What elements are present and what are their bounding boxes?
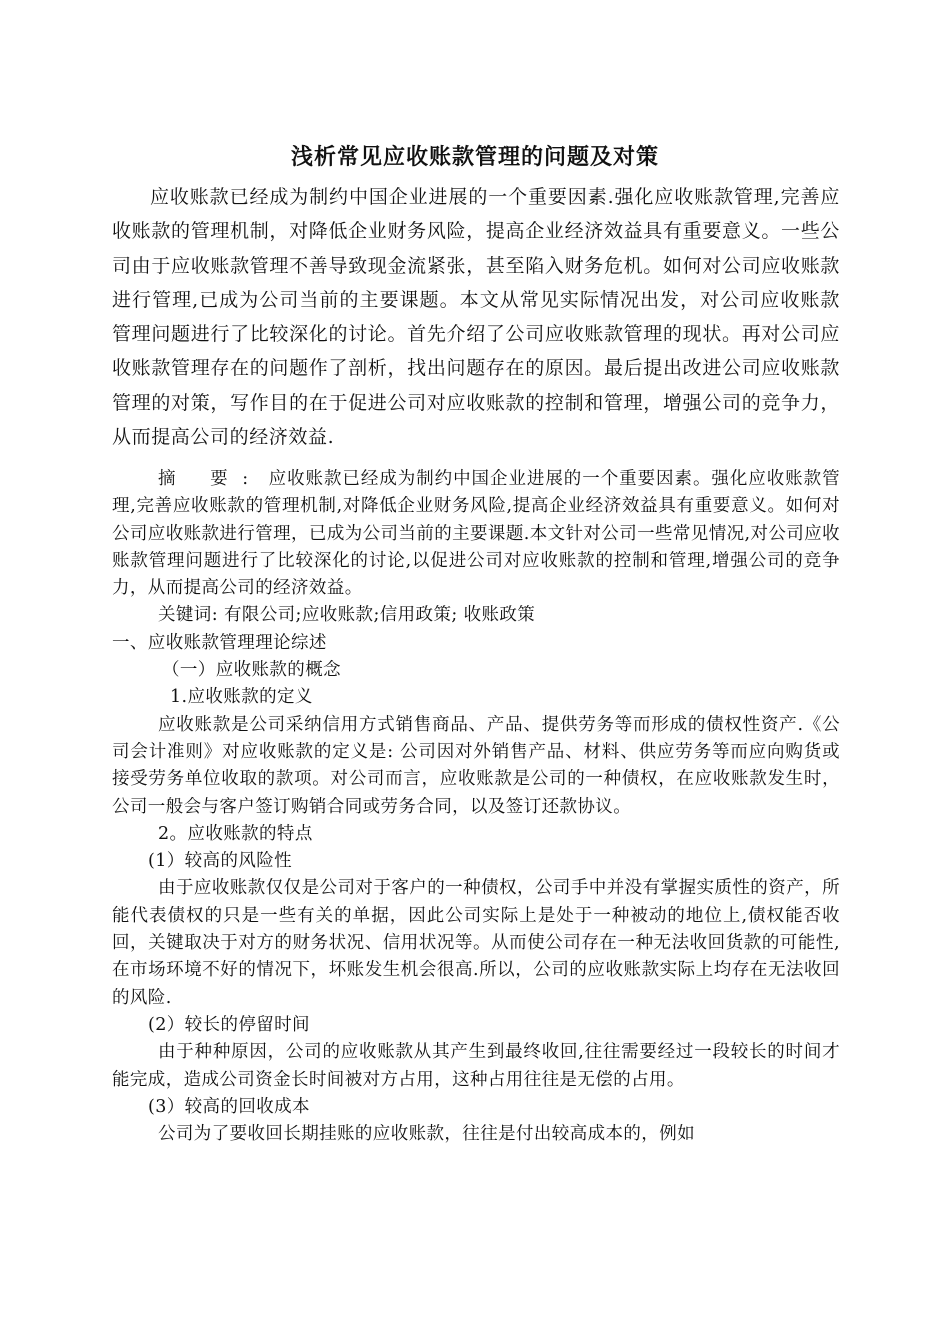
subsection-heading: （一）应收账款的概念 [162,660,341,681]
feature-paragraph-cost: 公司为了要收回长期挂账的应收账款，往往是付出较高成本的，例如 [158,1124,695,1145]
definition-paragraph: 应收账款是公司采纳信用方式销售商品、产品、提供劳务等而形成的债权性资产.《公司会计准则》对应收账款的定义是: 公司因对外销售产品、材料、供应劳务等而应向购货或接受劳务单位收取的款项。对公司而言，应收账款是公司的一种债权，在应收账款发生时，公司一般会与客户签订购销合同或劳务合同，以及签订还款协议。 [112,714,840,817]
feature-heading-risk: (1）较高的风险性 [148,851,293,872]
intro-section [112,180,840,454]
abstract-paragraph [112,466,840,602]
feature-paragraph-duration: 由于种种原因，公司的应收账款从其产生到最终收回,往往需要经过一段较长的时间才能完成，造成公司资金长时间被对方占用，这种占用往往是无偿的占用。 [112,1042,840,1090]
item-heading-characteristics: 2。应收账款的特点 [158,823,313,844]
section-heading: 一、应收账款管理理论综述 [112,632,327,653]
feature-heading-duration: (2）较长的停留时间 [148,1014,310,1035]
abstract-text: 应收账款已经成为制约中国企业进展的一个重要因素。强化应收账款管理,完善应收账款的管理机制,对降低企业财务风险,提高企业经济效益具有重要意义。如何对公司应收账款进行管理，已成为公司当前的主要课题.本文针对公司一些常见情况,对公司应收账款管理问题进行了比较深化的讨论,以促进公司对应收账款的控制和管理,增强公司的竞争力，从而提高公司的经济效益。 [112,469,840,599]
item-heading-definition: 1.应收账款的定义 [170,687,313,708]
abstract-label: 摘 要: [158,469,263,489]
intro-paragraph: 应收账款已经成为制约中国企业进展的一个重要因素.强化应收账款管理,完善应收账款的管理机制，对降低企业财务风险，提高企业经济效益具有重要意义。一些公司由于应收账款管理不善导致现金流紧张，甚至陷入财务危机。如何对公司应收账款进行管理,已成为公司当前的主要课题。本文从常见实际情况出发，对公司应收账款管理问题进行了比较深化的讨论。首先介绍了公司应收账款管理的现状。再对公司应收账款管理存在的问题作了剖析，找出问题存在的原因。最后提出改进公司应收账款管理的对策，写作目的在于促进公司对应收账款的控制和管理，增强公司的竞争力，从而提高公司的经济效益. [112,186,840,449]
feature-paragraph-risk: 由于应收账款仅仅是公司对于客户的一种债权，公司手中并没有掌握实质性的资产，所能代表债权的只是一些有关的单据，因此公司实际上是处于一种被动的地位上,债权能否收回，关键取决于对方的财务状况、信用状况等。从而使公司存在一种无法收回货款的可能性,在市场环境不好的情况下，坏账发生机会很高.所以，公司的应收账款实际上均存在无法收回的风险. [112,878,840,1008]
document-body [112,466,840,1148]
keywords-line: 关键词: 有限公司;应收账款;信用政策; 收账政策 [158,605,536,626]
feature-heading-cost: (3）较高的回收成本 [148,1096,310,1117]
document-title: 浅析常见应收账款管理的问题及对策 [290,145,659,170]
